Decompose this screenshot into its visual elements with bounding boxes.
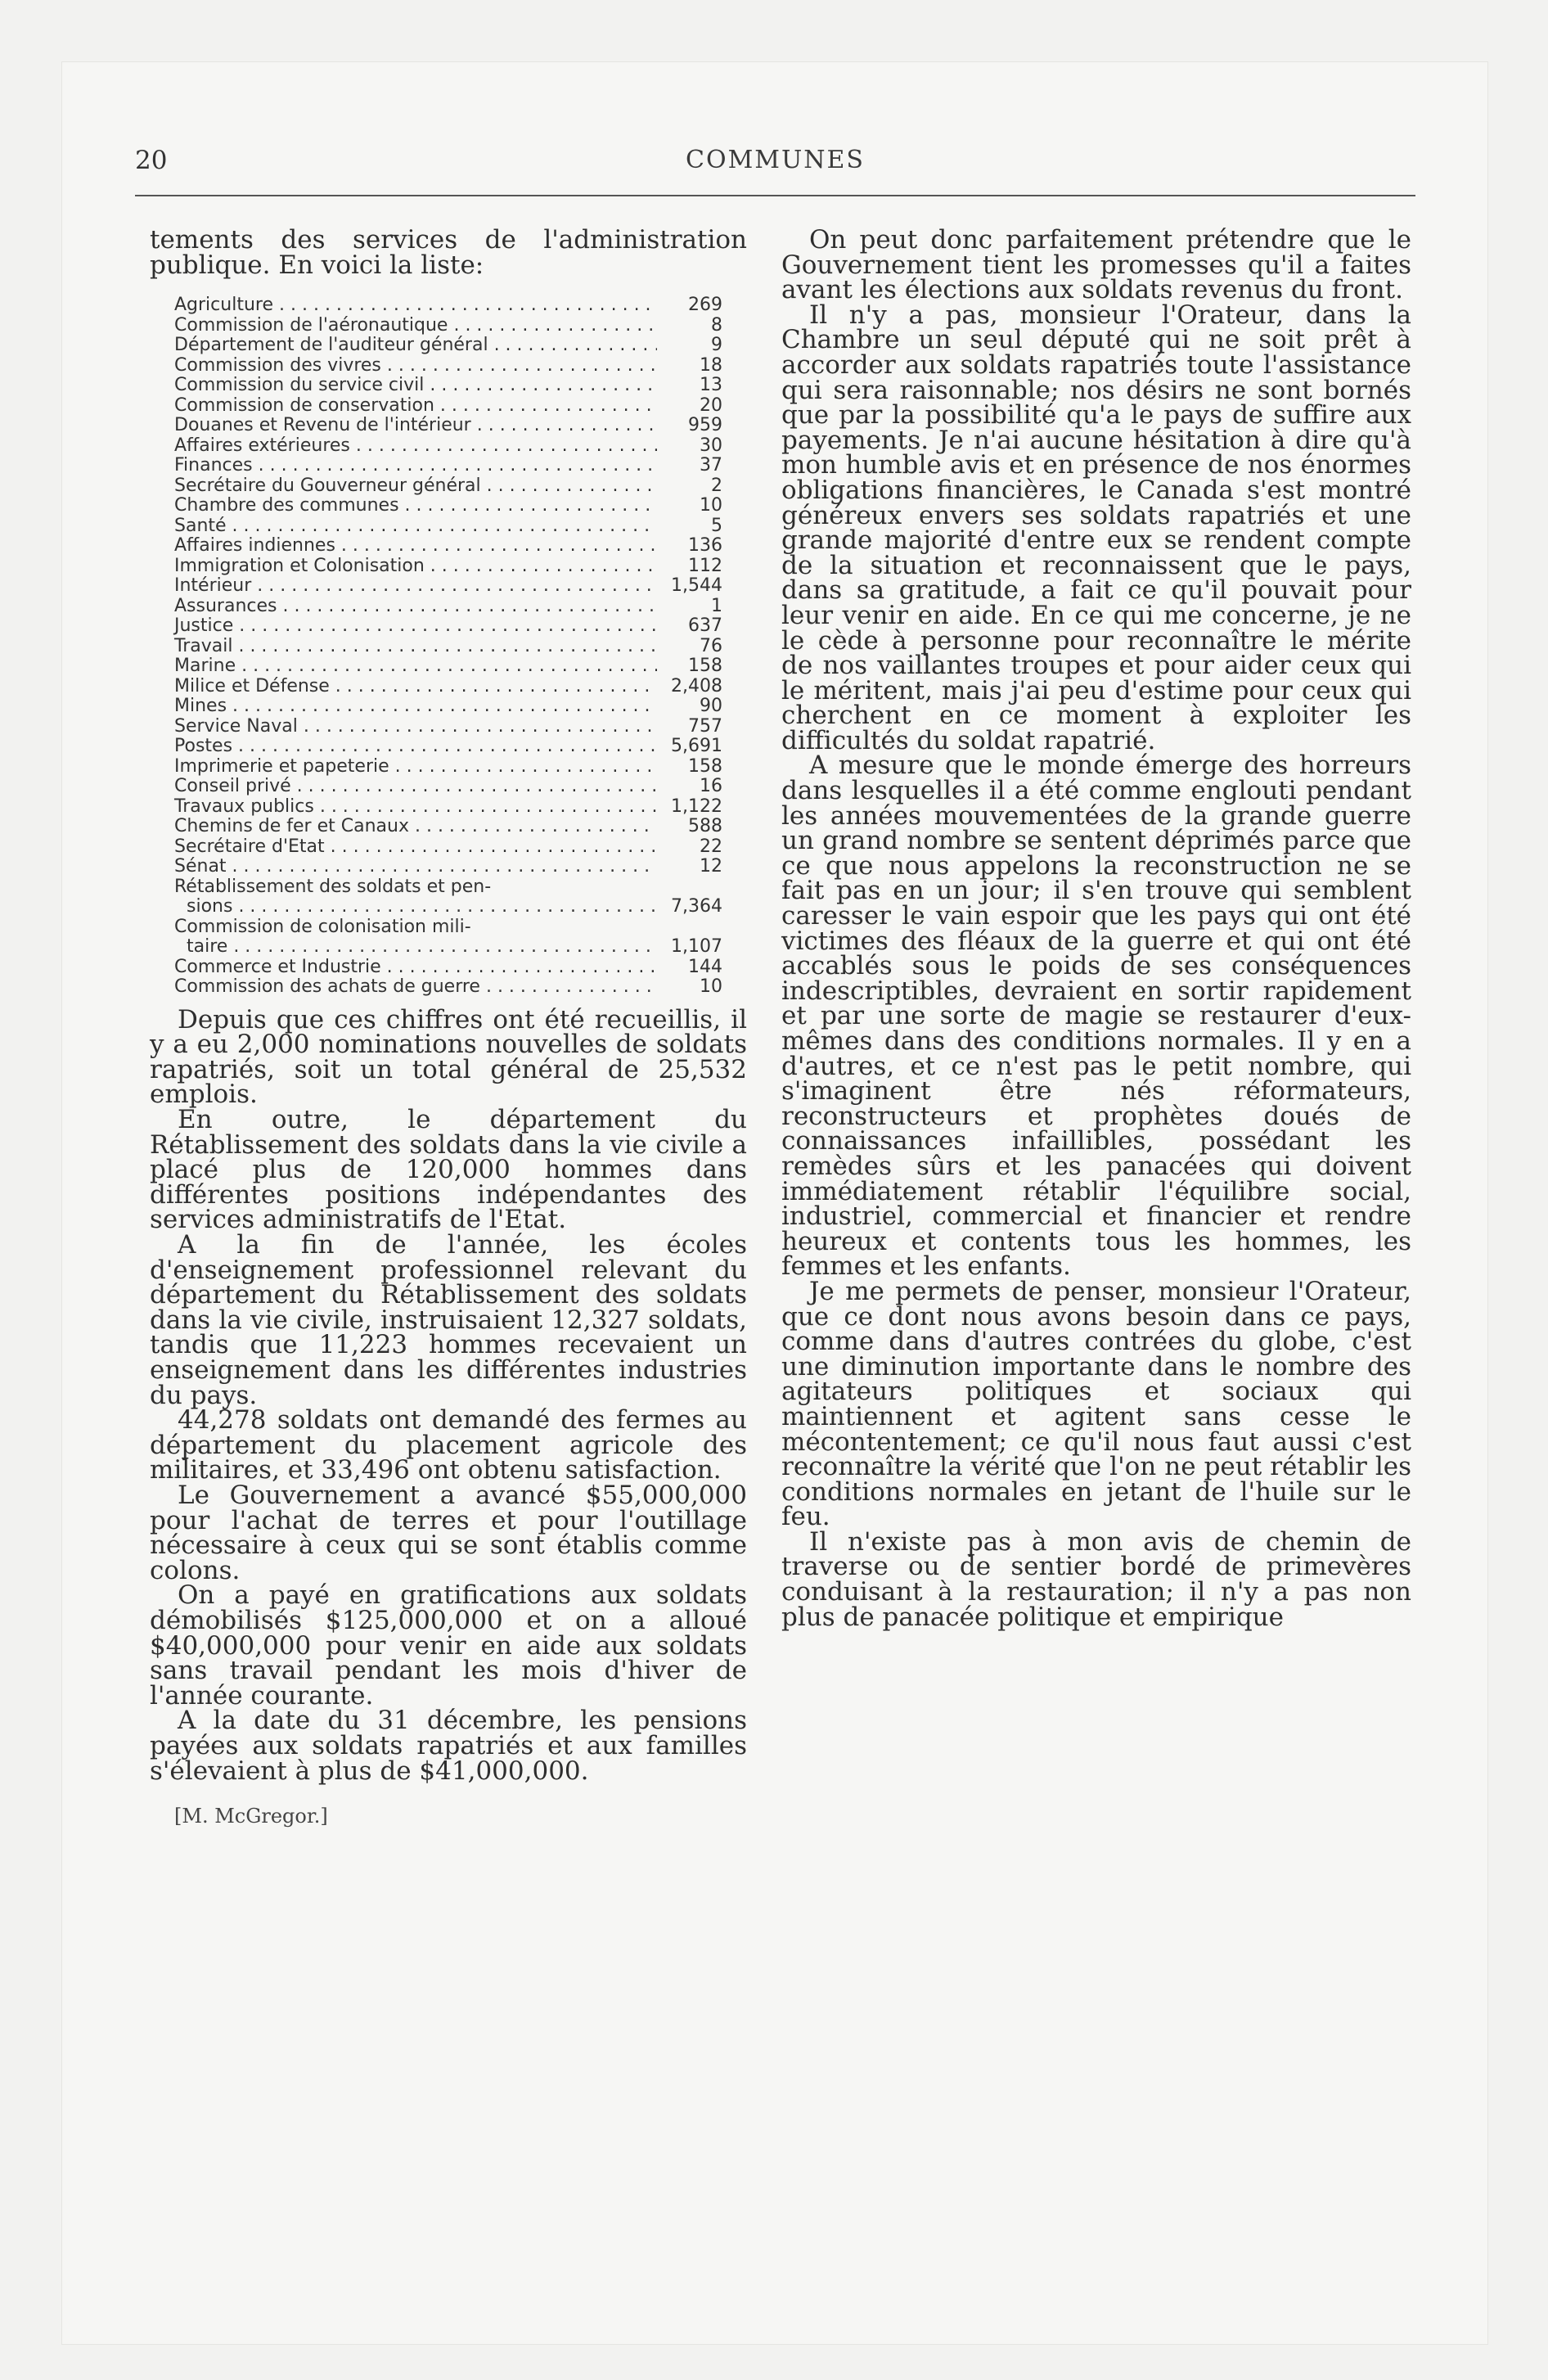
paragraph: En outre, le département du Rétablissement des soldats dans la vie civile a placé plus de 120,000 hommes dans différentes positions indépendantes des services administratifs de l'Etat.: [150, 1105, 747, 1235]
list-item: [150, 436, 722, 457]
list-item-label: Conseil privé . . .: [150, 777, 657, 797]
list-item-label: Commission des vivres . . .: [150, 356, 657, 376]
list-item-value: 20: [700, 394, 722, 416]
left-column: [150, 225, 747, 1828]
list-item-label: Santé . . .: [150, 516, 657, 537]
list-item-value: 5: [711, 515, 722, 536]
list-item-label: Secrétaire du Gouverneur général . . .: [150, 476, 657, 497]
list-item-value: 9: [711, 335, 722, 356]
paragraph: On a payé en gratifications aux soldats démobilisés $125,000,000 et on a alloué $40,000,000 pour venir en aide aux soldats sans travail pendant les mois d'hiver de l'année courante.: [150, 1580, 747, 1711]
paragraph: Le Gouvernement a avancé $55,000,000 pour l'achat de terres et pour l'outillage nécessaire à ceux qui se sont établis comme colons.: [150, 1480, 747, 1585]
list-item-label: taire . . .: [150, 937, 657, 958]
list-item-label: Milice et Défense . . .: [150, 677, 657, 697]
list-item-label-line: Rétablissement des soldats et pen-: [174, 876, 492, 897]
list-item-value: 269: [688, 295, 722, 316]
paragraph: Il n'y a pas, monsieur l'Orateur, dans la Chambre un seul député qui ne soit prêt à accorder aux soldats rapatriés toute l'assistance qui sera raisonnable; nos désirs ne sont bornés que par la possibilité qu'a le pays de suffire aux payements. Je n'ai aucune hésitation à dire qu'à mon humble avis et en présence de nos énormes obligations financières, le Canada s'est montré généreux envers ses soldats rapatriés et une grande majorité d'entre eux se rendent compte de la situation et reconnaissent que le pays, dans sa gratitude, a fait ce qu'il pouvait pour leur venir en aide. En ce qui me concerne, je ne le cède à personne pour reconnaître le mérite de nos vaillantes troupes et pour aider ceux qui le méritent, mais j'ai peu d'estime pour ceux qui cherchent en ce moment à exploiter les difficultés du soldat rapatrié.: [781, 300, 1411, 755]
list-item: [150, 616, 722, 637]
list-item-value: 112: [688, 555, 722, 576]
header-rule: [135, 195, 1415, 196]
list-item: [150, 376, 722, 396]
list-item-value: 158: [688, 656, 722, 677]
list-item-value: 959: [688, 415, 722, 436]
list-item: [150, 777, 722, 797]
list-item: [150, 496, 722, 516]
right-column: [781, 225, 1411, 1632]
department-list: [150, 295, 722, 998]
list-item: [150, 336, 722, 356]
list-item-label: sions . . .: [150, 897, 657, 917]
list-item-label: Département de l'auditeur général . . .: [150, 336, 657, 356]
paragraph: On peut donc parfaitement prétendre que le Gouvernement tient les promesses qu'il a faites avant les élections aux soldats revenus du front.: [781, 225, 1411, 305]
page-title: COMMUNES: [686, 146, 865, 174]
list-item-value: 22: [700, 836, 722, 857]
list-item: [150, 717, 722, 737]
list-item: [150, 557, 722, 577]
list-item-value: 16: [700, 776, 722, 797]
list-item-value: 76: [700, 635, 722, 656]
list-item: [150, 817, 722, 837]
list-item-value: 144: [688, 956, 722, 977]
list-item-value: 1,544: [671, 575, 722, 597]
list-item-label: Assurances . . .: [150, 597, 657, 617]
list-item: [150, 958, 722, 978]
list-item-value: 2: [711, 475, 722, 496]
list-item: [150, 476, 722, 497]
list-item-value: 1,122: [671, 796, 722, 817]
list-item-value: 90: [700, 696, 722, 717]
list-item-label: Marine . . .: [150, 656, 657, 677]
list-item: [150, 576, 722, 597]
list-item-label: Immigration et Colonisation . . .: [150, 557, 657, 577]
list-item-label: Affaires indiennes . . .: [150, 536, 657, 557]
page-header: [135, 146, 1415, 178]
list-item-value: 158: [688, 755, 722, 777]
list-item: [150, 356, 722, 376]
list-item: [150, 797, 722, 818]
list-item-value: 1: [711, 595, 722, 616]
paragraph: A mesure que le monde émerge des horreurs dans lesquelles il a été comme englouti pendant les années mouvementées de la grande guerre un grand nombre se sentent déprimés parce que ce que nous appelons la reconstruction ne se fait pas en un jour; il s'en trouve qui semblent caresser le vain espoir que les pays qui ont été victimes des fléaux de la guerre et qui ont été accablés sous le poids de ses conséquences indescriptibles, devraient en sortir rapidement et par une sorte de magie se restaurer d'eux-mêmes dans des conditions normales. Il y en a d'autres, et ce n'est pas le petit nombre, qui s'imaginent être nés réformateurs, reconstructeurs et prophètes doués de connaissances infaillibles, possédant les remèdes sûrs et les panacées qui doivent immédiatement rétablir l'équilibre social, industriel, commercial et financier et rendre heureux et contents tous les hommes, les femmes et les enfants.: [781, 751, 1411, 1282]
list-item-value: 30: [700, 435, 722, 456]
list-item-label: Douanes et Revenu de l'intérieur . . .: [150, 416, 657, 436]
paragraph: A la fin de l'année, les écoles d'enseignement professionnel relevant du département du Rétablissement des soldats dans la vie civile, instruisaient 12,327 soldats, tandis que 11,223 hommes recevaient un enseignement dans les différentes industries du pays.: [150, 1230, 747, 1410]
list-item-value: 637: [688, 615, 722, 637]
list-item: [150, 677, 722, 697]
list-item-value: 10: [700, 495, 722, 516]
list-item-label: Agriculture . . .: [150, 295, 657, 316]
list-item-value: 13: [700, 375, 722, 396]
list-item-value: 10: [700, 976, 722, 998]
list-item-label: Chambre des communes . . .: [150, 496, 657, 516]
list-item-value: 8: [711, 314, 722, 336]
list-item-value: 757: [688, 715, 722, 737]
list-item: [150, 536, 722, 557]
list-item-label-line: Commission de colonisation mili-: [174, 916, 471, 937]
list-item-label: Chemins de fer et Canaux . . .: [150, 817, 657, 837]
list-item: [150, 416, 722, 436]
list-item-label: Commerce et Industrie . . .: [150, 958, 657, 978]
list-item-label: Mines . . .: [150, 696, 657, 717]
list-item: [150, 316, 722, 336]
list-item-value: 1,107: [671, 936, 722, 958]
list-item: [150, 396, 722, 417]
list-item: [150, 857, 722, 877]
intro-text: tements des services de l'administration publique. En voici la liste:: [150, 225, 747, 280]
list-item: [150, 597, 722, 617]
list-item-value: 12: [700, 856, 722, 877]
paragraph: 44,278 soldats ont demandé des fermes au département du placement agricole des militaires, et 33,496 ont obtenu satisfaction.: [150, 1405, 747, 1485]
list-item-value: 5,691: [671, 736, 722, 757]
list-item-label: Commission de conservation . . .: [150, 396, 657, 417]
paragraph: Depuis que ces chiffres ont été recueillis, il y a eu 2,000 nominations nouvelles de soldats rapatriés, soit un total général de 25,532 emplois.: [150, 1004, 747, 1110]
list-item-value: 2,408: [671, 675, 722, 696]
list-item: [150, 897, 722, 917]
list-item-label: Commission des achats de guerre . . .: [150, 977, 657, 998]
list-item-label: Secrétaire d'Etat . . .: [150, 837, 657, 858]
list-item-value: 18: [700, 354, 722, 376]
paragraph: Je me permets de penser, monsieur l'Orateur, que ce dont nous avons besoin dans ce pays, comme dans d'autres contrées du globe, c'est une diminution importante dans le nombre des agitateurs politiques et sociaux qui maintiennent et agitent sans cesse le mécontentement; ce qu'il nous faut aussi c'est reconnaître la vérité que l'on ne peut rétablir les conditions normales en jetant de l'huile sur le feu.: [781, 1276, 1411, 1532]
list-item: [150, 696, 722, 717]
list-item: [150, 656, 722, 677]
list-item: [150, 637, 722, 657]
list-item: [150, 977, 722, 998]
paragraph: Il n'existe pas à mon avis de chemin de traverse ou de sentier bordé de primevères conduisant à la restauration; il n'y a pas non plus de panacée politique et empirique: [781, 1526, 1411, 1632]
list-item-value: 7,364: [671, 896, 722, 917]
list-item: [150, 516, 722, 537]
list-item-label: Postes . . .: [150, 737, 657, 757]
list-item-label: Commission du service civil . . .: [150, 376, 657, 396]
list-item-value: 588: [688, 816, 722, 837]
list-item-label: Sénat . . .: [150, 857, 657, 877]
list-item-label: Service Naval . . .: [150, 717, 657, 737]
list-item: [150, 295, 722, 316]
list-item-label: Justice . . .: [150, 616, 657, 637]
page-number: 20: [135, 146, 168, 175]
left-paragraphs: [150, 1004, 747, 1786]
list-item: [150, 737, 722, 757]
list-item-label: Commission de l'aéronautique . . .: [150, 316, 657, 336]
speaker-signature: [M. McGregor.]: [174, 1805, 328, 1828]
list-item: [150, 757, 722, 778]
list-item-label: Intérieur . . .: [150, 576, 657, 597]
list-item: [150, 456, 722, 476]
list-item-label: Affaires extérieures . . .: [150, 436, 657, 457]
list-item-value: 37: [700, 455, 722, 476]
list-item: [150, 837, 722, 858]
list-item-label: Travail . . .: [150, 637, 657, 657]
paragraph: A la date du 31 décembre, les pensions payées aux soldats rapatriés et aux familles s'élevaient à plus de $41,000,000.: [150, 1706, 747, 1786]
list-item-label: Finances . . .: [150, 456, 657, 476]
list-item-label: Imprimerie et papeterie . . .: [150, 757, 657, 778]
list-item: [150, 937, 722, 958]
list-item-label: Travaux publics . . .: [150, 797, 657, 818]
list-item-value: 136: [688, 535, 722, 557]
